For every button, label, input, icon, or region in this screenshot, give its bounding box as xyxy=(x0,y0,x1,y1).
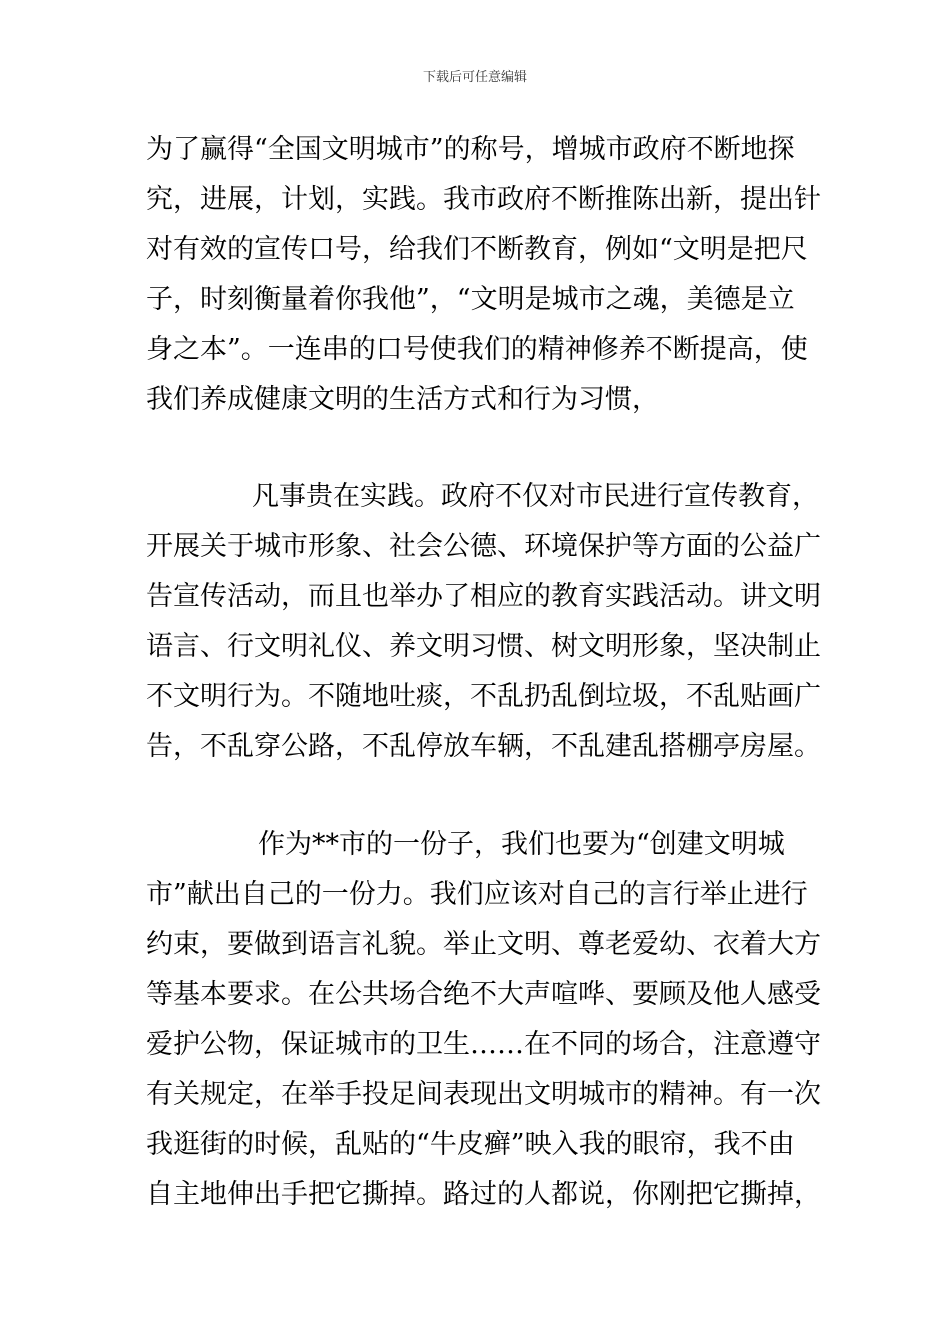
page-header-note: 下载后可任意编辑 xyxy=(422,70,527,85)
paragraph-line: 自主地伸出手把它撕掉。路过的人都说，你刚把它撕掉， xyxy=(146,1179,821,1210)
paragraph-line: 我们养成健康文明的生活方式和行为习惯， xyxy=(146,384,659,415)
paragraph-line: 为了赢得“全国文明城市”的称号，增城市政府不断地探 xyxy=(146,134,795,165)
paragraph-line: 告，不乱穿公路，不乱停放车辆，不乱建乱搭棚亭房屋。 xyxy=(146,731,821,762)
paragraph-line: 作为**市的一份子，我们也要为“创建文明城 xyxy=(258,829,785,860)
paragraph-line: 对有效的宣传口号，给我们不断教育，例如“文明是把尺 xyxy=(146,234,808,265)
paragraph-line: 爱护公物，保证城市的卫生……在不同的场合，注意遵守 xyxy=(146,1029,821,1060)
paragraph-line: 不文明行为。不随地吐痰，不乱扔乱倒垃圾，不乱贴画广 xyxy=(146,681,821,712)
paragraph-line: 语言、行文明礼仪、养文明习惯、树文明形象，坚决制止 xyxy=(146,631,821,662)
paragraph-line: 等基本要求。在公共场合绝不大声喧哗、要顾及他人感受 xyxy=(146,979,821,1010)
paragraph-line: 有关规定，在举手投足间表现出文明城市的精神。有一次 xyxy=(146,1079,821,1110)
paragraph-line: 告宣传活动，而且也举办了相应的教育实践活动。讲文明 xyxy=(146,581,821,612)
paragraph-line: 子，时刻衡量着你我他”，“文明是城市之魂，美德是立 xyxy=(146,284,795,315)
paragraph-line: 身之本”。一连串的口号使我们的精神修养不断提高，使 xyxy=(146,334,808,365)
paragraph-line: 我逛街的时候，乱贴的“牛皮癣”映入我的眼帘，我不由 xyxy=(146,1129,795,1160)
paragraph-line: 开展关于城市形象、社会公德、环境保护等方面的公益广 xyxy=(146,531,821,562)
paragraph-line: 约束，要做到语言礼貌。举止文明、尊老爱幼、衣着大方 xyxy=(146,929,821,960)
paragraph-line: 究，进展，计划，实践。我市政府不断推陈出新，提出针 xyxy=(146,184,821,215)
paragraph-line: 凡事贵在实践。政府不仅对市民进行宣传教育， xyxy=(252,481,819,512)
paragraph-line: 市”献出自己的一份力。我们应该对自己的言行举止进行 xyxy=(146,879,808,910)
